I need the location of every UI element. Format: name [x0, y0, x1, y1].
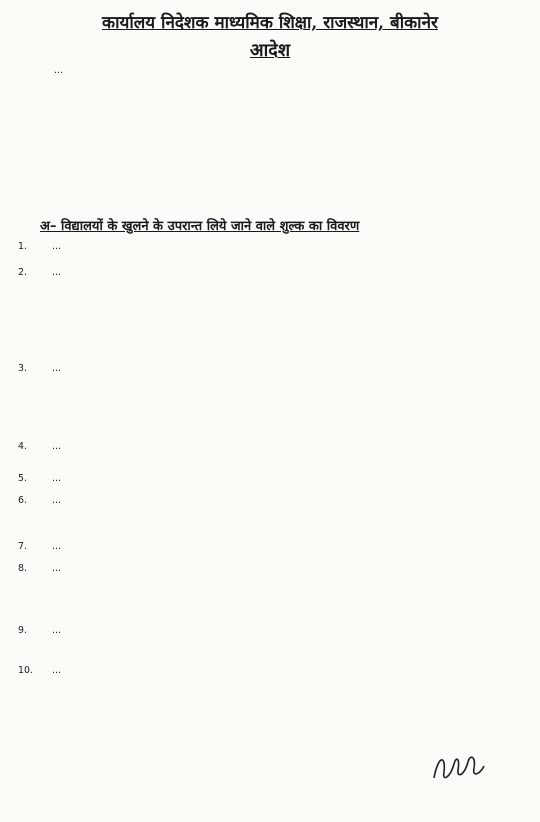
item-text: ...	[52, 241, 61, 252]
list-item	[18, 494, 524, 508]
section-heading: अ– विद्यालयों के खुलने के उपरान्त लिये जाने वाले शुल्क का विवरण	[40, 219, 360, 234]
item-number: 1.	[18, 241, 27, 252]
order-title: आदेश	[249, 40, 291, 61]
list-item	[18, 266, 524, 280]
list-item	[18, 540, 524, 554]
item-text: ...	[52, 625, 61, 636]
item-number: 7.	[18, 541, 27, 552]
item-text: ...	[52, 665, 61, 676]
item-text: ...	[52, 267, 61, 278]
item-text: ...	[52, 473, 61, 484]
item-number: 8.	[18, 563, 27, 574]
list-item	[18, 362, 524, 376]
list-item	[18, 562, 524, 576]
item-text: ...	[52, 563, 61, 574]
item-number: 4.	[18, 441, 27, 452]
item-text: ...	[52, 495, 61, 506]
office-title: कार्यालय निदेशक माध्यमिक शिक्षा, राजस्थान, बीकानेर	[102, 13, 438, 33]
list-item	[18, 472, 524, 486]
item-number: 3.	[18, 363, 27, 374]
item-number: 2.	[18, 267, 27, 278]
list-item	[18, 440, 524, 454]
item-number: 5.	[18, 473, 27, 484]
intro-paragraph: ...	[54, 65, 64, 76]
list-item	[18, 624, 524, 638]
list-item	[18, 664, 524, 678]
item-number: 10.	[18, 665, 33, 676]
item-number: 6.	[18, 495, 27, 506]
item-text: ...	[52, 363, 61, 374]
item-number: 9.	[18, 625, 27, 636]
signature-image	[428, 748, 488, 788]
item-text: ...	[52, 441, 61, 452]
item-text: ...	[52, 541, 61, 552]
list-item	[18, 240, 524, 254]
